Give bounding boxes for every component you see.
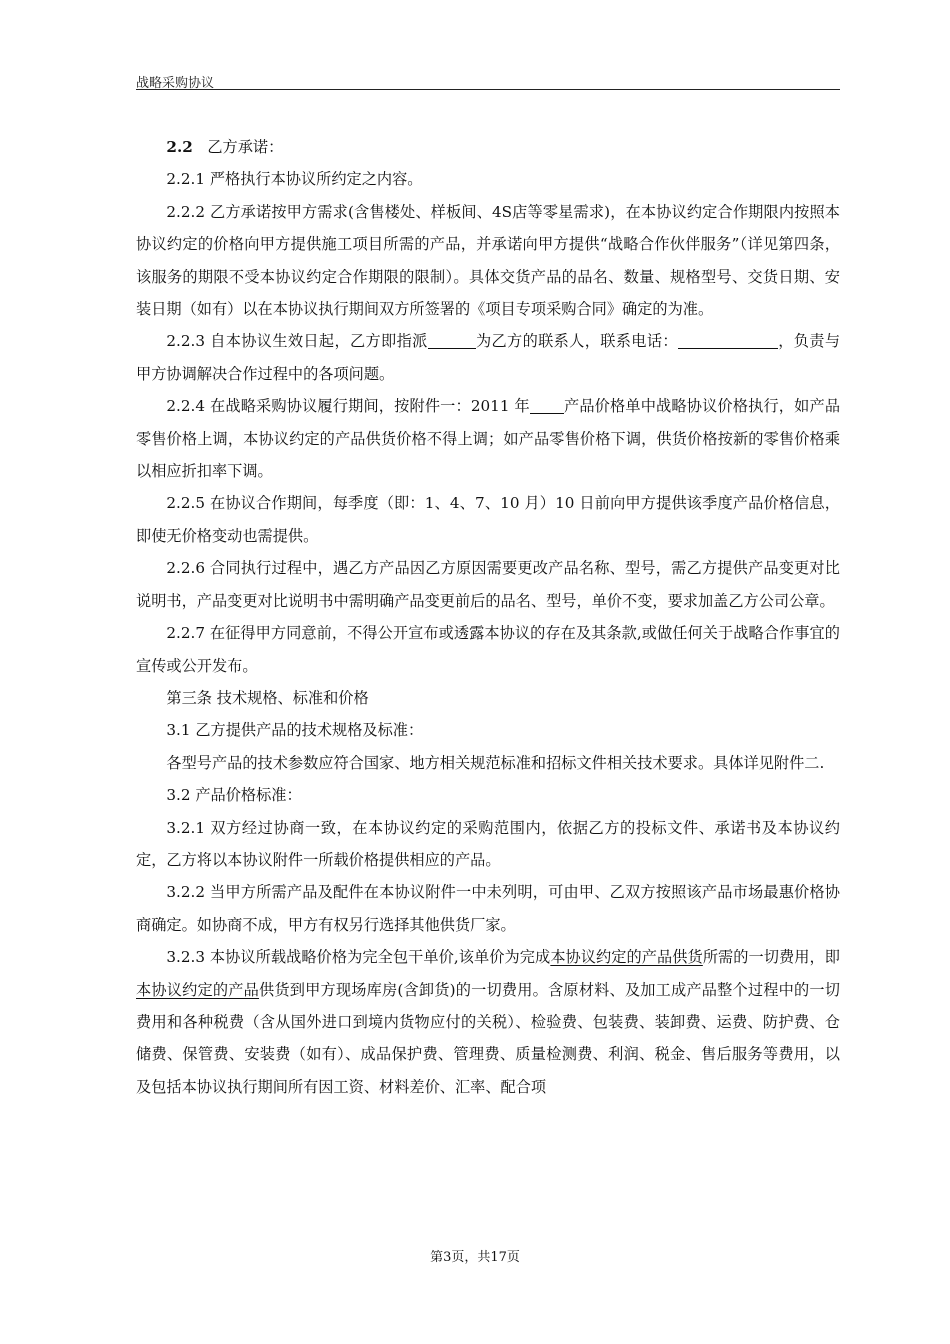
text-segment: 产品价格单中战略协议价格执行，如产品零售价格上调，本协议约定的产品供货价格不得上调；如产品零售价格下调，供货价格按新的零售价格乘以相应折扣率下调。 — [136, 397, 841, 481]
text-segment: ，负责与甲方协调解决合作过程中的各项问题。 — [136, 332, 841, 383]
paragraph-2-2-7: 2.2.7 在征得甲方同意前，不得公开宣布或透露本协议的存在及其条款,或做任何关于战略合作事宜的宣传或公开发布。 — [136, 624, 840, 675]
paragraph-3-2: 3.2 产品价格标准： — [166, 786, 302, 805]
paragraph-2-2 — [136, 131, 840, 163]
text-segment: 所需的一切费用，即 — [702, 948, 840, 967]
document-header: 战略采购协议 — [136, 76, 215, 91]
underlined-text: 本协议约定的产品供货 — [550, 948, 703, 967]
paragraph-2-2-3 — [136, 325, 840, 390]
paragraph-3-1: 3.1 乙方提供产品的技术规格及标准： — [166, 721, 424, 740]
text-segment: 3.2.3 本协议所载战略价格为完全包干单价,该单价为完成 — [166, 948, 551, 967]
document-body — [136, 131, 840, 1103]
paragraph-3-1-body: 各型号产品的技术参数应符合国家、地方相关规范标准和招标文件相关技术要求。具体详见附件二. — [166, 753, 825, 772]
paragraph-2-2-2: 2.2.2 乙方承诺按甲方需求(含售楼处、样板间、4S店等零星需求)，在本协议约定合作期限内按照本协议约定的价格向甲方提供施工项目所需的产品，并承诺向甲方提供“战略合作伙伴服务”（详见第四条，该服务的期限不受本协议约定合作期限的限制）。具体交货产品的品名、数量、规格型号、交货日期、安装日期（如有）以在本协议执行期间双方所签署的《项目专项采购合同》确定的为准。 — [136, 202, 840, 319]
page-number: 第3页，共17页 — [430, 1250, 520, 1265]
text-segment: 2.2.3 自本协议生效日起，乙方即指派 — [166, 332, 428, 351]
text-segment: 供货到甲方现场库房(含卸货)的一切费用。含原材料、及加工成产品整个过程中的一切费用和各种税费（含从国外进口到境内货物应付的关税）、检验费、包装费、装卸费、运费、防护费、仓储费、保管费、安装费（如有）、成品保护费、管理费、质量检测费、利润、税金、售后服务等费用，以及包括本协议执行期间所有因工资、材料差价、汇率、配合项 — [136, 980, 840, 1096]
paragraph-3-2-3 — [136, 941, 840, 1103]
contact-phone-blank — [678, 332, 778, 350]
contact-name-blank — [428, 332, 476, 350]
header-rule — [136, 89, 840, 90]
paragraph-2-2-4 — [136, 390, 840, 487]
section-number: 2.2 — [166, 138, 193, 156]
paragraph-2-2-1: 2.2.1 严格执行本协议所约定之内容。 — [166, 170, 423, 189]
section-title: 乙方承诺： — [207, 138, 284, 156]
paragraph-2-2-6: 2.2.6 合同执行过程中，遇乙方产品因乙方原因需要更改产品名称、型号，需乙方提供产品变更对比说明书，产品变更对比说明书中需明确产品变更前后的品名、型号，单价不变，要求加盖乙方公司公章。 — [136, 559, 840, 610]
article-3-heading: 第三条 技术规格、标准和价格 — [166, 688, 369, 707]
text-segment: 2.2.4 在战略采购协议履行期间，按附件一：2011 年 — [166, 397, 530, 416]
year-blank — [530, 397, 564, 415]
paragraph-3-2-1: 3.2.1 双方经过协商一致，在本协议约定的采购范围内，依据乙方的投标文件、承诺书及本协议约定，乙方将以本协议附件一所载价格提供相应的产品。 — [136, 818, 840, 869]
underlined-text: 本协议约定的产品 — [136, 980, 260, 999]
text-segment: 为乙方的联系人，联系电话： — [475, 332, 678, 351]
paragraph-3-2-2: 3.2.2 当甲方所需产品及配件在本协议附件一中未列明，可由甲、乙双方按照该产品市场最惠价格协商确定。如协商不成，甲方有权另行选择其他供货厂家。 — [136, 883, 840, 934]
paragraph-2-2-5: 2.2.5 在协议合作期间，每季度（即：1、4、7、10 月）10 日前向甲方提供该季度产品价格信息，即使无价格变动也需提供。 — [136, 494, 840, 545]
